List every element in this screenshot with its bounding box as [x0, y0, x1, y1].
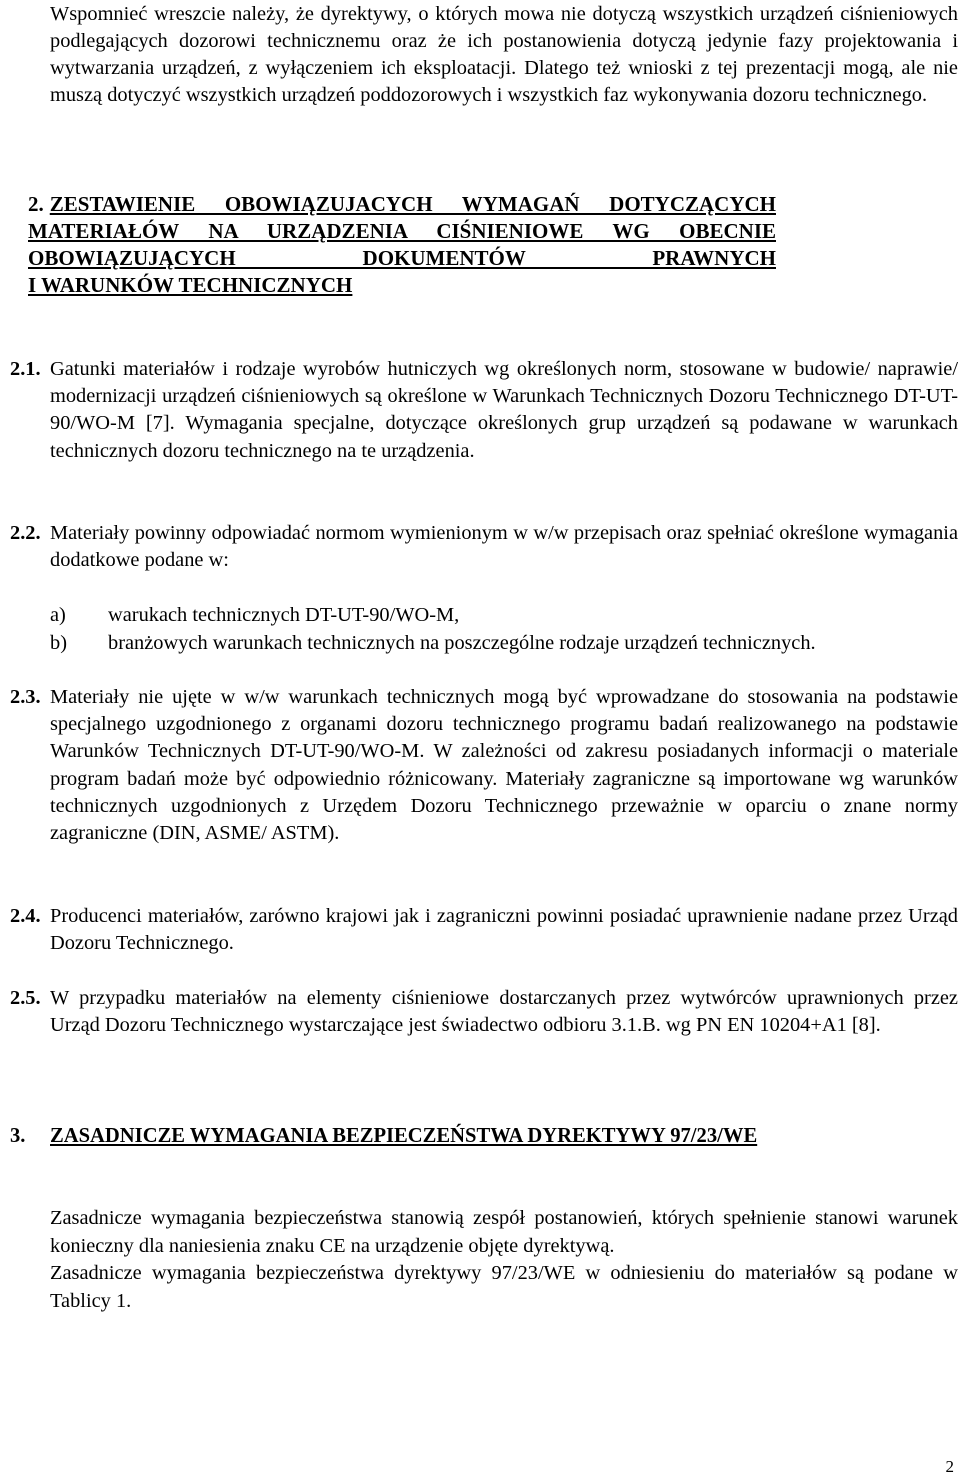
- section-2-title-line-4: I WARUNKÓW TECHNICZNYCH: [28, 273, 353, 297]
- closing-paragraph-2: Zasadnicze wymagania bezpieczeństwa dyrektywy 97/23/WE w odniesieniu do materiałów są podane w Tablicy 1.: [50, 1262, 958, 1312]
- list-marker: a): [50, 604, 66, 626]
- item-number: 2.5.: [10, 987, 41, 1009]
- item-2-3: [10, 684, 958, 847]
- item-2-1: [10, 356, 958, 465]
- section-3-number: 3.: [10, 1125, 26, 1147]
- item-number: 2.1.: [10, 358, 41, 380]
- section-2-number: 2.: [28, 192, 44, 216]
- requirements-list: [50, 602, 958, 657]
- item-2-4: [10, 903, 958, 957]
- section-2-title-line-2: MATERIAŁÓW NA URZĄDZENIA CIŚNIENIOWE WG OBECNIE: [28, 219, 776, 243]
- list-item: [50, 602, 958, 630]
- section-3-heading: [10, 1122, 757, 1150]
- section-2-heading: [28, 191, 776, 299]
- closing-paragraphs: [50, 1205, 958, 1315]
- closing-paragraph-1: Zasadnicze wymagania bezpieczeństwa stanowią zespół postanowień, których spełnienie stanowi warunek konieczny dla naniesienia znaku CE na urządzenie objęte dyrektywą.: [50, 1207, 958, 1257]
- item-2-5: [10, 985, 958, 1039]
- section-3-title: ZASADNICZE WYMAGANIA BEZPIECZEŃSTWA DYREKTYWY 97/23/WE: [50, 1125, 758, 1147]
- item-number: 2.4.: [10, 905, 41, 927]
- item-text: Materiały powinny odpowiadać normom wymienionym w w/w przepisach oraz spełniać określone wymagania dodatkowe podane w:: [50, 522, 958, 572]
- list-item-text: branżowych warunkach technicznych na poszczególne rodzaje urządzeń technicznych.: [108, 631, 816, 654]
- item-2-2: [10, 520, 958, 574]
- item-text: Materiały nie ujęte w w/w warunkach technicznych mogą być wprowadzane do stosowania na podstawie specjalnego uzgodnionego z organami dozoru technicznego programu badań realizowanego na podstawie Warunków Technicznych DT-UT-90/WO-M. W zależności od zakresu posiadanych informacji o materiale program badań może być odpowiednio różnicowany. Materiały zagraniczne są importowane wg warunków technicznych uzgodnionych z Urzędem Dozoru Technicznego przeważnie w oparciu o znane normy zagraniczne (DIN, ASME/ ASTM).: [50, 686, 958, 845]
- item-text: Gatunki materiałów i rodzaje wyrobów hutniczych wg określonych norm, stosowane w budowie/ naprawie/ modernizacji urządzeń ciśnieniowych są określone w Warunkach Technicznych Dozoru Technicznego DT-UT-90/WO-M [7]. Wymagania specjalne, dotyczące określonych grup urządzeń są podawane w warunkach technicznych dozoru technicznego na te urządzenia.: [50, 358, 958, 462]
- page-number: 2: [945, 1457, 954, 1476]
- intro-paragraph: [50, 1, 958, 109]
- intro-text: Wspomnieć wreszcie należy, że dyrektywy, o których mowa nie dotyczą wszystkich urządzeń ciśnieniowych podlegających dozorowi technicznemu oraz że ich postanowienia dotyczą jedynie fazy projektowania i wytwarzania urządzeń, z wyłączeniem ich eksploatacji. Dlatego też wnioski z tej prezentacji mogą, ale nie muszą dotyczyć wszystkich urządzeń poddozorowych i wszystkich faz wykonywania dozoru technicznego.: [50, 3, 958, 106]
- section-2-title-line-1: ZESTAWIENIE OBOWIĄZUJACYCH WYMAGAŃ DOTYCZĄCYCH: [49, 192, 776, 216]
- list-item: [50, 630, 958, 658]
- section-2-heading-line-1: [28, 191, 776, 218]
- item-number: 2.2.: [10, 522, 41, 544]
- section-2-title-line-3: OBOWIĄZUJĄCYCH DOKUMENTÓW PRAWNYCH: [28, 246, 776, 270]
- item-number: 2.3.: [10, 686, 41, 708]
- item-text: W przypadku materiałów na elementy ciśnieniowe dostarczanych przez wytwórców uprawnionych przez Urząd Dozoru Technicznego wystarczające jest świadectwo odbioru 3.1.B. wg PN EN 10204+A1 [8].: [50, 987, 958, 1037]
- list-item-text: warukach technicznych DT-UT-90/WO-M,: [108, 604, 460, 626]
- list-marker: b): [50, 631, 67, 654]
- item-text: Producenci materiałów, zarówno krajowi jak i zagraniczni powinni posiadać uprawnienie nadane przez Urząd Dozoru Technicznego.: [50, 905, 958, 955]
